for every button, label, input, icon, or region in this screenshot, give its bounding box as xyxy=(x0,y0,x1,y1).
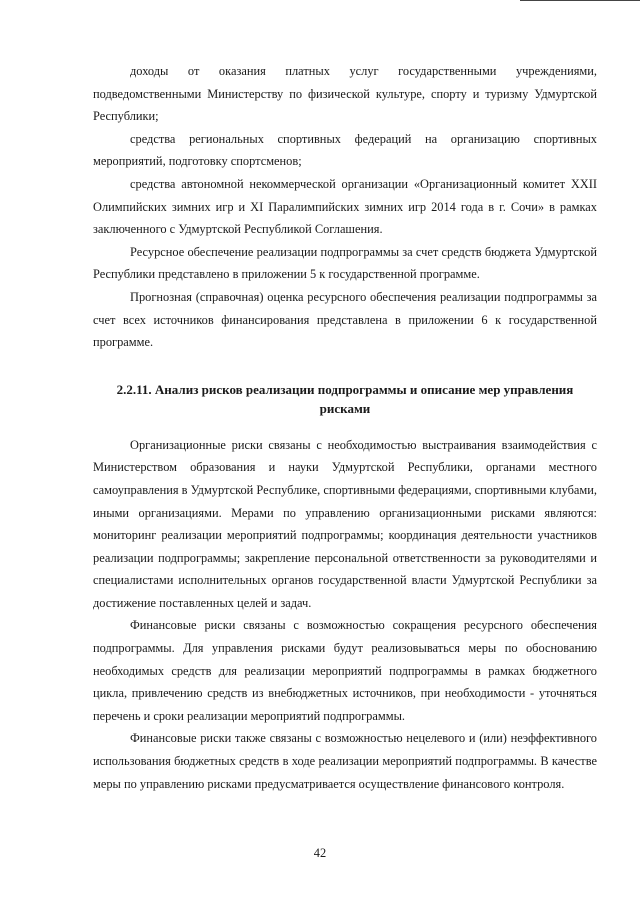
paragraph: Прогнозная (справочная) оценка ресурсного обеспечения реализации подпрограммы за счет всех источников финансирования представлена в приложении 6 к государственной программе. xyxy=(93,289,597,350)
paragraph: средства автономной некоммерческой организации «Организационный комитет XXII Олимпийских зимних игр и XI Паралимпийских зимних игр 2014 года в г. Сочи» в рамках заключенного с Удмуртской Республикой Соглашения. xyxy=(93,176,597,237)
section-heading: 2.2.11. Анализ рисков реализации подпрограммы и описание мер управления рисками xyxy=(116,381,574,416)
paragraph: Ресурсное обеспечение реализации подпрограммы за счет средств бюджета Удмуртской Республики представлено в приложении 5 к государственной программе. xyxy=(93,244,597,282)
page-number: 42 xyxy=(313,846,327,860)
paragraph: Организационные риски связаны с необходимостью выстраивания взаимодействия с Министерством образования и науки Удмуртской Республики, органами местного самоуправления в Удмуртской Республике, спортивными федерациями, спортивными клубами, иными организациями. Мерами по управлению организационными рисками являются: мониторинг реализации мероприятий подпрограммы; координация деятельности участников реализации подпрограммы; закрепление персональной ответственности за руководителями и специалистами исполнительных органов государственной власти Удмуртской Республики за достижение поставленных целей и задач. xyxy=(93,437,597,610)
paragraph: доходы от оказания платных услуг государственными учреждениями, подведомственными Министерству по физической культуре, спорту и туризму Удмуртской Республики; xyxy=(93,64,597,124)
funding-sources-section xyxy=(93,60,597,354)
risk-analysis-section xyxy=(93,434,597,796)
paragraph: Финансовые риски связаны с возможностью сокращения ресурсного обеспечения подпрограммы. Для управления рисками будут реализовываться меры по обоснованию необходимых средств для реализации мероприятий подпрограммы в рамках бюджетного цикла, привлечению средств из внебюджетных источников, при необходимости - уточняться перечень и сроки реализации мероприятий подпрограммы. xyxy=(93,618,597,723)
scan-edge-line xyxy=(520,0,640,1)
document-page xyxy=(93,60,597,795)
paragraph: Финансовые риски также связаны с возможностью нецелевого и (или) неэффективного использования бюджетных средств в ходе реализации мероприятий подпрограммы. В качестве меры по управлению рисками предусматривается осуществление финансового контроля. xyxy=(93,731,597,791)
paragraph: средства региональных спортивных федераций на организацию спортивных мероприятий, подготовку спортсменов; xyxy=(93,131,597,169)
